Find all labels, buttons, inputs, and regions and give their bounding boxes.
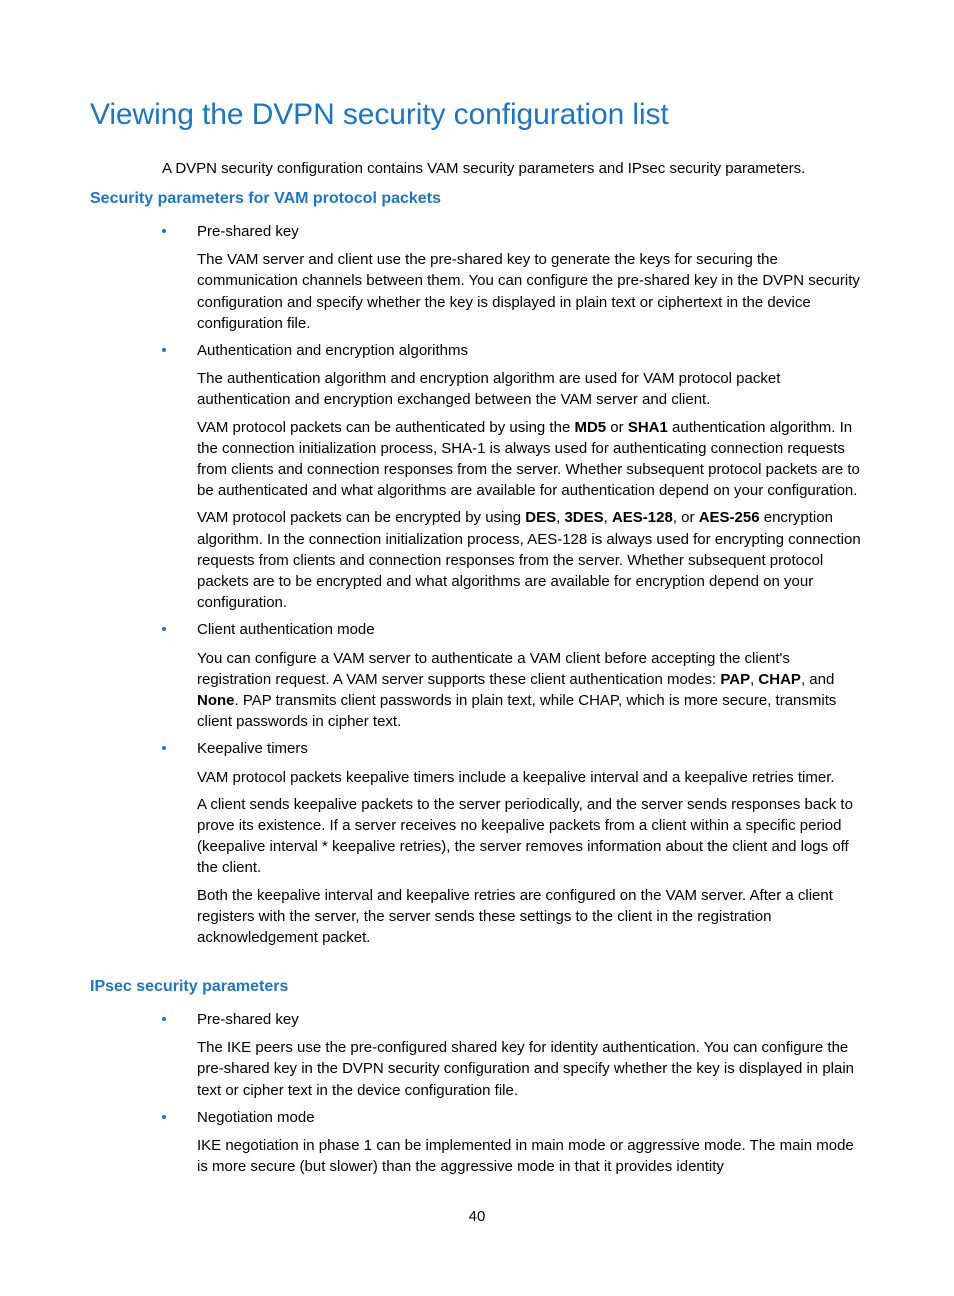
section-heading-ipsec: IPsec security parameters	[90, 978, 289, 995]
bullet-dot-icon	[162, 627, 166, 631]
bullet-label: Pre-shared key	[197, 223, 299, 240]
text-run: The authentication algorithm and encryption algorithm are used for VAM protocol packet authentication and encryption exchanged between the VAM server and client.	[197, 370, 781, 409]
section-body-vam	[162, 221, 868, 954]
bold-term: AES-128	[611, 509, 673, 527]
text-run: or	[606, 418, 628, 436]
text-run: IKE negotiation in phase 1 can be implemented in main mode or aggressive mode. The main mode is more secure (but slower) than the aggressive mode in that it provides identity	[197, 1137, 854, 1176]
page-number: 40	[468, 1208, 486, 1225]
text-run: authentication algorithm. In the connection initialization process, SHA-1 is always used for authenticating connection requests from clients and connection responses from the server. Whether subsequent protocol packets are to be authenticated and what algorithms are available for authentication depend on your configuration.	[197, 418, 860, 500]
bullet-label: Pre-shared key	[197, 1011, 299, 1028]
bold-term: MD5	[574, 418, 607, 436]
bullet-dot-icon	[162, 348, 166, 352]
section-body-ipsec	[162, 1009, 868, 1183]
bold-term: DES	[525, 509, 557, 527]
bold-term: PAP	[720, 670, 751, 688]
page-title: Viewing the DVPN security configuration list	[90, 98, 669, 131]
text-run: The IKE peers use the pre-configured shared key for identity authentication. You can configure the pre-shared key in the DVPN security configuration and specify whether the key is displayed in plain text or cipher text in the device configuration file.	[197, 1039, 855, 1099]
bold-term: AES-256	[698, 509, 760, 527]
bullet-dot-icon	[162, 1017, 166, 1021]
body-paragraph	[162, 417, 868, 502]
section-heading-vam: Security parameters for VAM protocol packets	[90, 190, 441, 207]
text-run: encryption algorithm. In the connection initialization process, AES-128 is always used for encrypting connection requests from clients and connection responses from the server. Whether subsequent protocol packets are to be encrypted and what algorithms are available for encryption depend on your configuration.	[197, 509, 861, 612]
text-run: Both the keepalive interval and keepalive retries are configured on the VAM server. After a client registers with the server, the server sends these settings to the client in the registration acknowledgement packet.	[197, 886, 833, 947]
text-run: You can configure a VAM server to authenticate a VAM client before accepting the client's registration request. A VAM server supports these client authentication modes:	[197, 649, 790, 688]
bullet-item	[162, 738, 868, 759]
body-paragraph	[162, 1037, 868, 1101]
text-run: ,	[556, 509, 565, 527]
text-run: ,	[750, 670, 759, 688]
bullet-label: Negotiation mode	[197, 1108, 315, 1126]
bullet-dot-icon	[162, 1115, 166, 1119]
text-run: VAM protocol packets keepalive timers include a keepalive interval and a keepalive retries timer.	[197, 768, 835, 786]
text-run: , and	[800, 670, 835, 688]
bullet-dot-icon	[162, 746, 166, 750]
text-run: , or	[672, 509, 699, 527]
text-run: A client sends keepalive packets to the server periodically, and the server sends responses back to prove its existence. If a server receives no keepalive packets from a client within a specific period (keepalive interval * keepalive retries), the server removes information about the client and logs off the client.	[197, 795, 853, 877]
text-run: VAM protocol packets can be encrypted by using	[197, 509, 526, 527]
text-run: ,	[603, 509, 612, 527]
bullet-dot-icon	[162, 229, 166, 233]
bullet-item	[162, 619, 868, 640]
body-paragraph	[162, 249, 868, 334]
bullet-item	[162, 221, 868, 242]
bullet-label: Client authentication mode	[197, 621, 375, 639]
bullet-item	[162, 1107, 868, 1128]
bullet-label: Authentication and encryption algorithms	[197, 342, 468, 360]
bullet-item	[162, 1009, 868, 1030]
bullet-item	[162, 340, 868, 361]
body-paragraph	[162, 885, 868, 949]
body-paragraph	[162, 368, 868, 410]
body-paragraph	[162, 648, 868, 733]
bold-term: None	[197, 692, 235, 710]
bullet-label: Keepalive timers	[197, 740, 308, 758]
bold-term: CHAP	[758, 670, 801, 688]
body-paragraph	[162, 1135, 868, 1177]
text-run: VAM protocol packets can be authenticated by using the	[197, 418, 575, 436]
bold-term: SHA1	[627, 418, 668, 436]
text-run: . PAP transmits client passwords in plain text, while CHAP, which is more secure, transmits client passwords in cipher text.	[197, 692, 837, 731]
intro-paragraph: A DVPN security configuration contains VAM security parameters and IPsec security parameters.	[162, 160, 806, 177]
text-run: The VAM server and client use the pre-shared key to generate the keys for securing the communication channels between them. You can configure the pre-shared key in the DVPN security configuration and specify whether the key is displayed in plain text or ciphertext in the device configuration file.	[197, 251, 860, 332]
body-paragraph	[162, 507, 868, 613]
body-paragraph	[162, 767, 868, 788]
body-paragraph	[162, 794, 868, 879]
bold-term: 3DES	[564, 509, 604, 527]
